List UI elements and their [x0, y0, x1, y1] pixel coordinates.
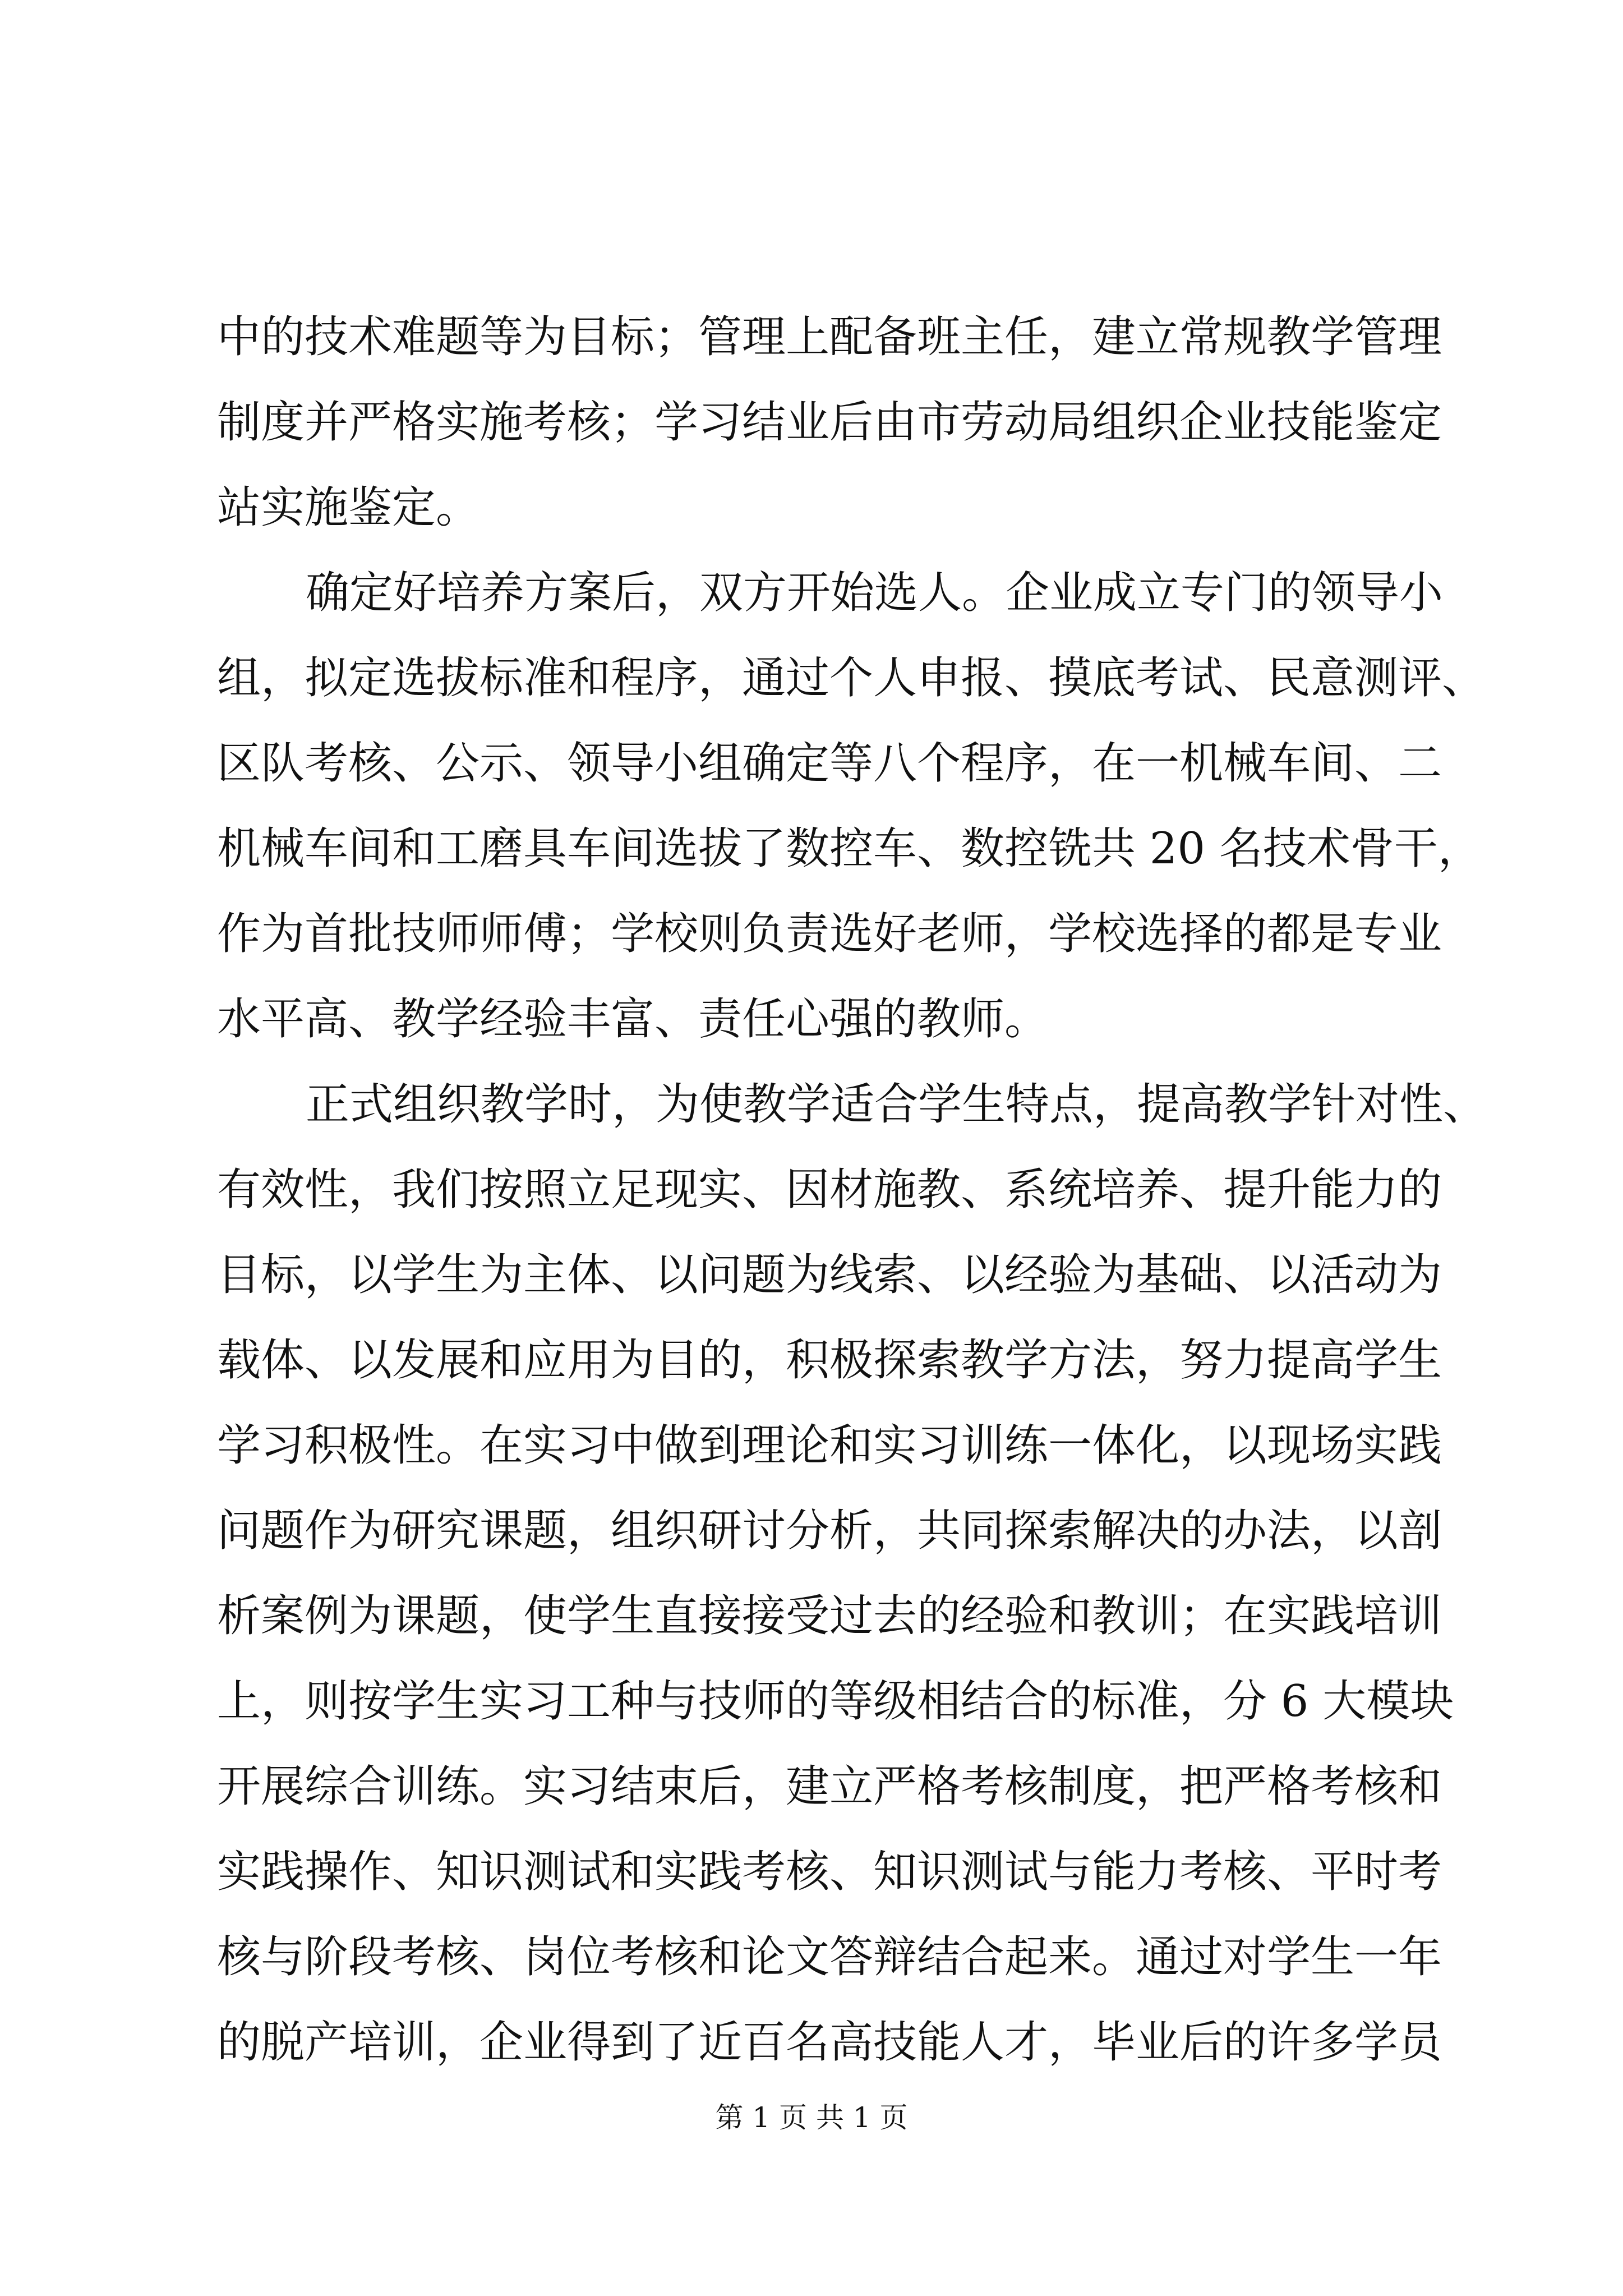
text-line: 实践操作、知识测试和实践考核、知识测试与能力考核、平时考: [217, 1847, 1442, 1897]
text-line: 问题作为研究课题，组织研讨分析，共同探索解决的办法，以剖: [217, 1506, 1442, 1556]
paragraph-1: [217, 295, 1440, 550]
text-line: 核与阶段考核、岗位考核和论文答辩结合起来。通过对学生一年: [217, 1932, 1442, 1982]
text-line: 区队考核、公示、领导小组确定等八个程序，在一机械车间、二: [217, 738, 1442, 789]
text-line: 机械车间和工磨具车间选拔了数控车、数控铣共 20 名技术骨干，: [217, 823, 1482, 874]
text-line: 中的技术难题等为目标；管理上配备班主任，建立常规教学管理: [217, 312, 1442, 362]
text-line: 目标，以学生为主体、以问题为线索、以经验为基础、以活动为: [217, 1250, 1442, 1300]
text-line: 析案例为课题，使学生直接接受过去的经验和教训；在实践培训: [217, 1591, 1442, 1641]
text-line: 开展综合训练。实习结束后，建立严格考核制度，把严格考核和: [217, 1761, 1442, 1812]
paragraph-2: [217, 550, 1486, 1062]
text-line: 组，拟定选拔标准和程序，通过个人申报、摸底考试、民意测评、: [217, 653, 1486, 703]
text-line: 有效性，我们按照立足现实、因材施教、系统培养、提升能力的: [217, 1165, 1442, 1215]
text-line: 站实施鉴定。: [217, 482, 480, 533]
text-line: 确定好培养方案后，双方开始选人。企业成立专门的领导小: [306, 568, 1444, 618]
text-line: 学习积极性。在实习中做到理论和实习训练一体化，以现场实践: [217, 1420, 1442, 1471]
text-line: 载体、以发展和应用为目的，积极探索教学方法，努力提高学生: [217, 1335, 1442, 1386]
page-number-label: 第 1 页 共 1 页: [715, 2101, 908, 2134]
document-body: [217, 295, 1487, 2085]
text-line: 上，则按学生实习工种与技师的等级相结合的标准，分 6 大模块: [217, 1676, 1454, 1727]
page-footer: [0, 2098, 1623, 2137]
text-line: 正式组织教学时，为使教学适合学生特点，提高教学针对性、: [306, 1079, 1487, 1130]
text-line: 的脱产培训，企业得到了近百名高技能人才，毕业后的许多学员: [217, 2017, 1442, 2068]
text-line: 作为首批技师师傅；学校则负责选好老师，学校选择的都是专业: [217, 909, 1442, 959]
text-line: 制度并严格实施考核；学习结业后由市劳动局组织企业技能鉴定: [217, 397, 1442, 448]
paragraph-3: [217, 1062, 1487, 2085]
text-line: 水平高、教学经验丰富、责任心强的教师。: [217, 994, 1049, 1045]
